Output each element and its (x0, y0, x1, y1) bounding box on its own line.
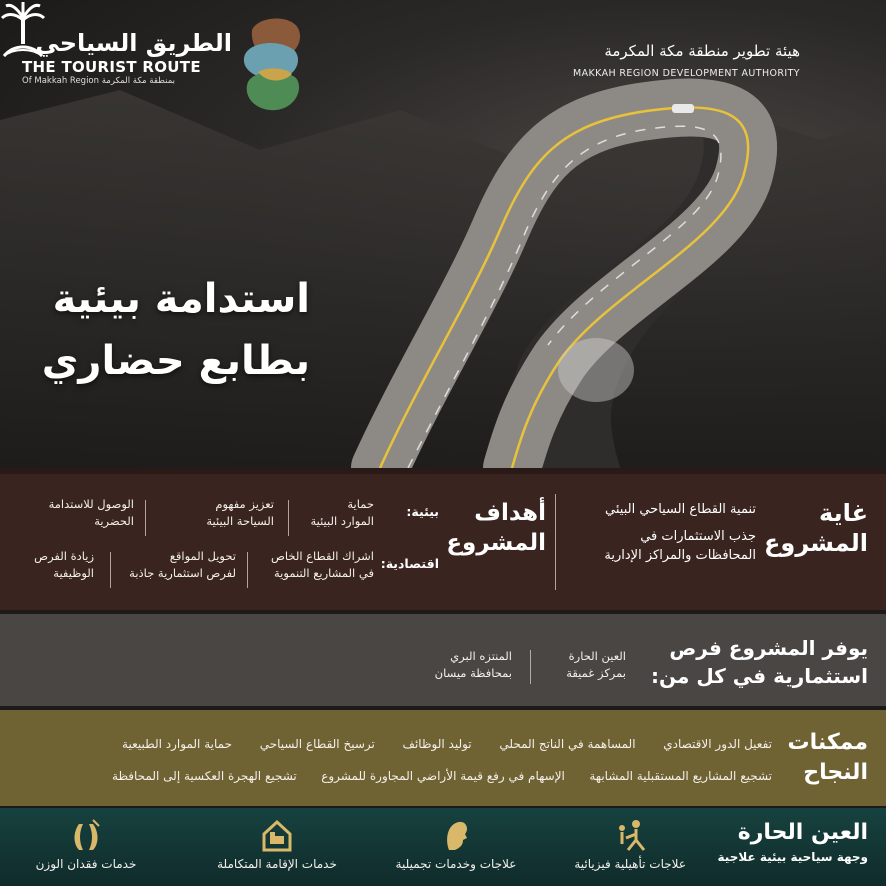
invest-item-line1: العين الحارة (568, 649, 626, 663)
divider (530, 650, 531, 684)
enablers-row1 (122, 736, 772, 753)
hero-title (20, 268, 310, 392)
palm-swords-emblem-icon (0, 0, 46, 60)
enabler-item: الإسهام في رفع قيمة الأراضي المجاورة للمشروع (321, 769, 565, 783)
service-item (576, 818, 686, 873)
env-item (264, 496, 374, 530)
service-item (202, 818, 352, 873)
objectives-title-line2: المشروع (446, 530, 546, 556)
service-label: خدمات فقدان الوزن (35, 857, 137, 871)
face-icon (439, 818, 473, 852)
invest-item (412, 648, 512, 682)
authority-name-en: MAKKAH REGION DEVELOPMENT AUTHORITY (572, 68, 800, 79)
goal-item: تنمية القطاع السياحي البيئي (605, 502, 756, 517)
env-item-line1: تعزيز مفهوم (215, 497, 274, 511)
enabler-item: تشجيع المشاريع المستقبلية المشابهة (589, 769, 772, 783)
env-label: بيئية: (406, 504, 439, 519)
rehab-icon (614, 818, 648, 852)
service-item (26, 818, 146, 873)
hotspring-title: العين الحارة (737, 820, 868, 845)
enabler-item: تشجيع الهجرة العكسية إلى المحافظة (112, 769, 297, 783)
divider (288, 500, 289, 536)
service-label: علاجات تأهيلية فيزيائية (574, 857, 686, 871)
invest-item-line1: المنتزه البري (450, 649, 512, 663)
hotspring-subtitle: وجهة سياحية بيئية علاجية (717, 850, 868, 864)
env-item-line1: الوصول للاستدامة (48, 497, 134, 511)
authority-brand (520, 40, 800, 79)
service-item (386, 818, 526, 873)
goal-items (556, 500, 756, 565)
eco-item-line1: زيادة الفرص (34, 549, 94, 563)
eco-item (14, 548, 94, 582)
weight-loss-icon (69, 818, 103, 852)
enabler-item: حماية الموارد الطبيعية (122, 737, 232, 751)
objectives-title-line1: أهداف (474, 500, 546, 526)
env-item (14, 496, 134, 530)
enablers-title-line2: النجاح (803, 760, 868, 785)
enablers-row2 (112, 768, 772, 785)
env-item-line1: حماية (347, 497, 374, 511)
goal-title-line2: المشروع (764, 529, 868, 557)
brand-subtitle-en: Of Makkah Region (22, 76, 100, 86)
objectives-title (446, 498, 546, 558)
authority-name-ar: هيئة تطوير منطقة مكة المكرمة (604, 42, 800, 60)
hero-title-line1: استدامة بيئية (52, 276, 310, 322)
goal-title (764, 498, 868, 558)
enabler-item: ترسيخ القطاع السياحي (259, 737, 375, 751)
eco-item (106, 548, 236, 582)
enabler-item: تفعيل الدور الاقتصادي (663, 737, 772, 751)
env-item (154, 496, 274, 530)
divider (110, 552, 111, 588)
enabler-item: المساهمة في الناتج المحلي (499, 737, 636, 751)
eco-item-line2: الوظيفية (53, 566, 94, 580)
eco-label: اقتصادية: (380, 556, 439, 571)
invest-title (651, 634, 868, 690)
eco-item (244, 548, 374, 582)
invest-item (526, 648, 626, 682)
divider (145, 500, 146, 536)
divider (555, 494, 556, 590)
brand-title-ar: الطريق السياحي (35, 29, 232, 57)
eco-item-line2: لفرص استثمارية جاذبة (129, 566, 236, 580)
invest-item-line2: بمحافظة ميسان (434, 666, 512, 680)
hero-title-line2: بطابع حضاري (41, 338, 310, 384)
tourist-route-logo-icon (238, 12, 308, 116)
service-label: علاجات وخدمات تجميلية (395, 857, 517, 871)
invest-title-line1: يوفر المشروع فرص (669, 636, 868, 660)
tourist-route-brand (22, 28, 232, 86)
divider (247, 552, 248, 588)
hot-spring-section (0, 808, 886, 886)
eco-item-line1: تحويل المواقع (169, 549, 236, 563)
lodging-icon (260, 818, 294, 852)
eco-item-line2: في المشاريع التنموية (274, 566, 374, 580)
invest-title-line2: استثمارية في كل من: (650, 664, 868, 688)
goal-item: المحافظات والمراكز الإدارية (604, 548, 756, 563)
enablers-title (787, 728, 868, 788)
invest-item-line2: بمركز غميقة (566, 666, 626, 680)
enablers-title-line1: ممكنات (787, 730, 868, 755)
brand-subtitle-ar: بمنطقة مكة المكرمة (101, 76, 175, 86)
eco-item-line1: اشراك القطاع الخاص (270, 549, 374, 563)
env-item-line2: الحضرية (94, 514, 134, 528)
brand-title-en: THE TOURIST ROUTE (22, 58, 201, 76)
env-item-line2: الموارد البيئية (310, 514, 374, 528)
enabler-item: توليد الوظائف (402, 737, 472, 751)
investment-section (0, 614, 886, 706)
service-label: خدمات الإقامة المتكاملة (217, 857, 337, 871)
goals-objectives-section (0, 474, 886, 610)
hotspring-heading (718, 818, 868, 866)
goal-title-line1: غاية (819, 499, 868, 527)
success-enablers-section (0, 710, 886, 806)
env-item-line2: السياحة البيئية (206, 514, 274, 528)
brand-subtitle (22, 76, 232, 86)
goal-item: جذب الاستثمارات في (640, 529, 756, 544)
